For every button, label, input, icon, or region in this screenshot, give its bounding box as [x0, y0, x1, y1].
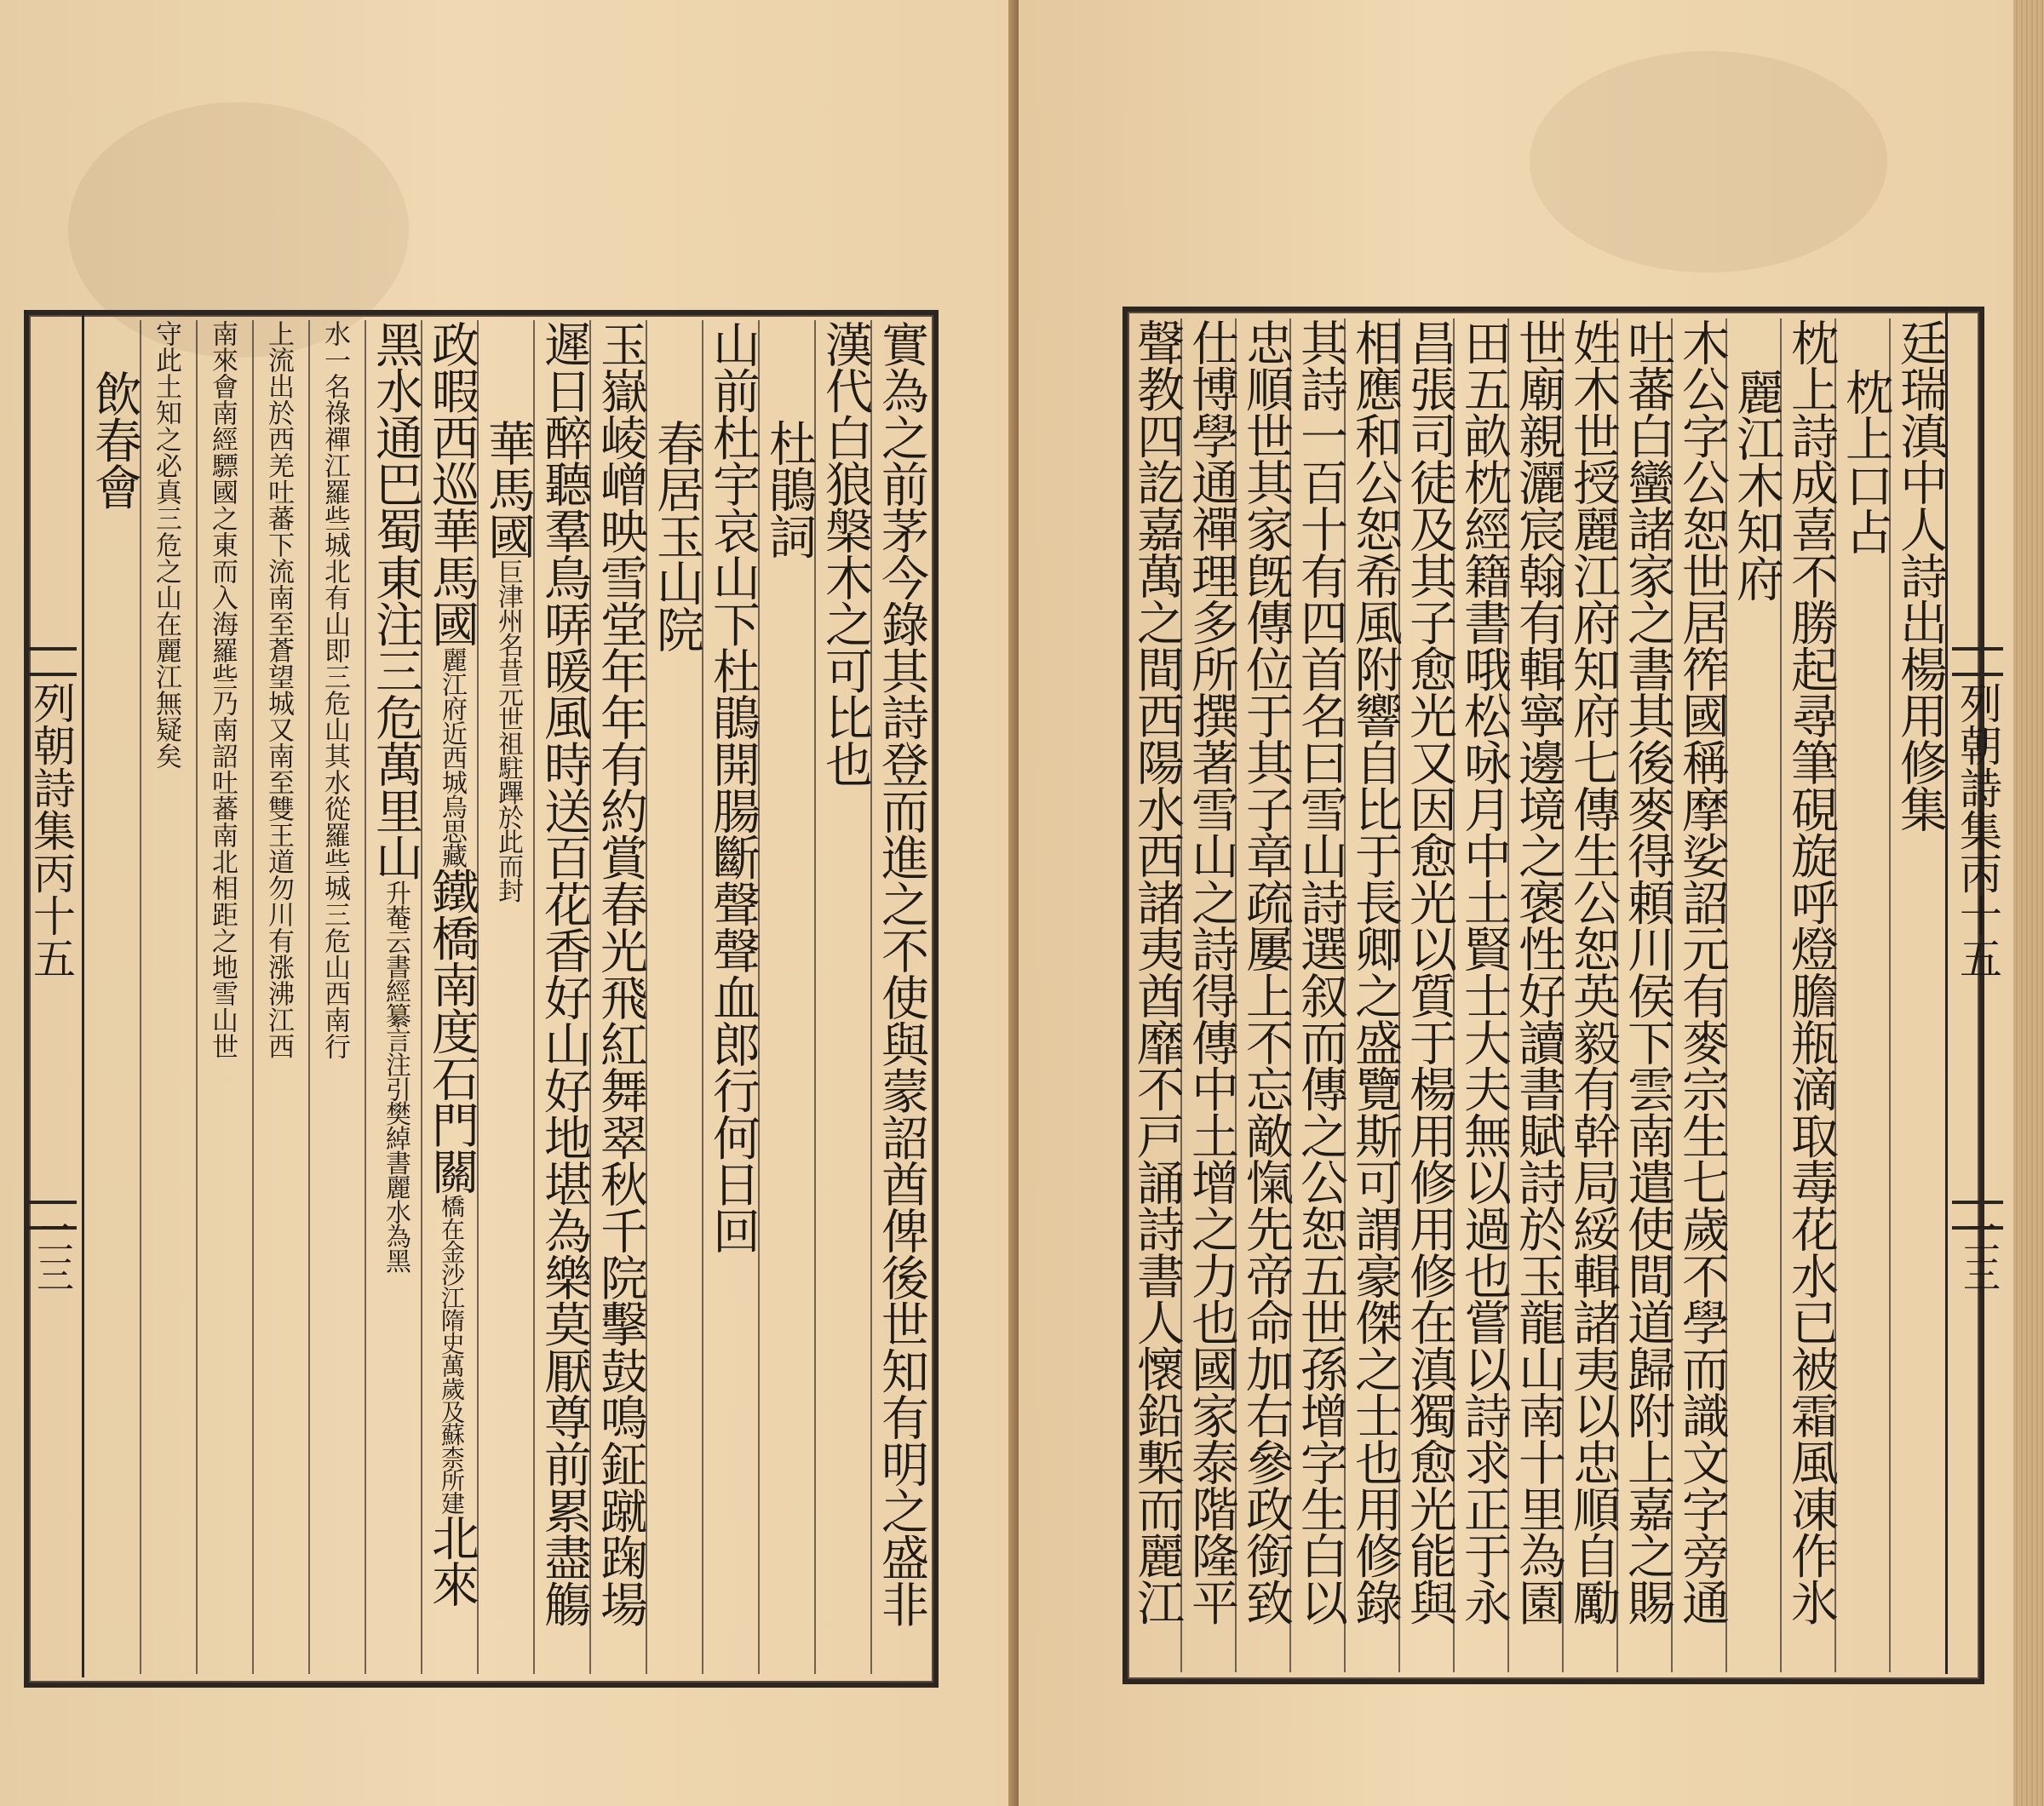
column-text: 仕博學通禪理多所撰著雪山之詩得傳中土增之力也國家泰階隆平 — [1184, 318, 1239, 1625]
column-text: 杜鵑詞 — [761, 419, 817, 559]
column-text: 廷瑞滇中人詩出楊用修集 — [1892, 318, 1948, 832]
column-text: 春居玉山院 — [649, 419, 704, 652]
text-column — [264, 320, 292, 1059]
column-text: 忠順世其家旣傳位于其子章疏屢上不忘敵愾先帝命加右參政銜致 — [1238, 318, 1294, 1625]
interlinear-note: 橋在金沙江隋史萬歲及蘇柰所建 — [438, 1194, 466, 1514]
column-text: 華馬國 — [480, 419, 536, 559]
column-text-continued: 鐵橋南度石門關 — [424, 867, 479, 1195]
column-text: 政暇西巡華馬國 — [424, 320, 479, 647]
text-column — [876, 320, 927, 1626]
column-text: 枕上口占 — [1838, 368, 1893, 555]
column-text: 相應和公恕希風附響自比于長卿之盛覽斯可謂豪傑之士也用修錄 — [1347, 318, 1403, 1625]
column-text: 水一名祿禪江羅些城北有山即三危山其水從羅些城三危山西南行 — [319, 320, 350, 1059]
banxin-rule — [82, 315, 84, 1677]
text-column — [594, 320, 646, 1626]
paper-stain-right — [1530, 51, 1887, 272]
text-column — [1783, 318, 1839, 1625]
text-column — [426, 320, 477, 1607]
folio-left: 二三 — [30, 1218, 73, 1293]
text-column — [1622, 318, 1673, 1625]
text-column — [480, 419, 536, 903]
running-title-right: 列朝詩集丙十五 — [1953, 681, 2002, 979]
column-text: 麗江木知府 — [1729, 368, 1784, 601]
column-text: 遲日醉聽羣鳥哢暖風時送百花香好山好地堪為樂莫厭尊前累盡觴 — [537, 320, 592, 1627]
interlinear-note: 麗江府近西城烏思藏 — [437, 646, 467, 868]
text-column — [1347, 318, 1403, 1625]
column-text: 上流出於西羌吐蕃下流南至蒼望城又南至雙王道勿川有涨沸江西 — [263, 320, 294, 1059]
interlinear-note: 巨津州名昔元世祖駐蹕於此而封 — [493, 559, 523, 903]
text-column — [89, 370, 140, 509]
text-column — [818, 320, 873, 787]
column-text: 枕上詩成喜不勝起尋筆硯旋呼燈膽瓶滴取毒花水已被霜風凍作氷 — [1783, 318, 1839, 1625]
column-text: 守此土知之必真三危之山在麗江無疑矣 — [151, 320, 181, 769]
column-text: 其詩一百十有四首名曰雪山詩選叙而傳之公恕五世孫增字生白以 — [1293, 318, 1348, 1625]
text-column — [1840, 368, 1891, 554]
column-rule — [365, 320, 366, 1674]
column-rule — [252, 320, 254, 1674]
column-text: 飲春會 — [87, 370, 142, 510]
right-page — [1019, 0, 2044, 1806]
column-text: 姓木世授麗江府知府七傳生公恕英毅有幹局綏輯諸夷以忠順自勵 — [1565, 318, 1621, 1625]
left-page — [0, 0, 1019, 1806]
column-text: 吐蕃白蠻諸家之書其後麥得頼川侯下雲南遣使間道歸附上嘉之賜 — [1620, 318, 1675, 1625]
text-column — [1513, 318, 1564, 1625]
text-column — [1404, 318, 1455, 1625]
column-text: 木公字公恕世居筰國稱摩娑詔元有麥宗生七歲不學而識文字旁通 — [1674, 318, 1730, 1625]
fish-tail-mark — [26, 647, 77, 676]
column-text: 山前杜宇哀山下杜鵑開腸斷聲聲血郎行何日回 — [705, 320, 761, 1253]
text-column — [705, 320, 761, 1253]
text-column — [320, 320, 348, 1059]
text-column — [761, 419, 817, 559]
text-column — [1892, 318, 1948, 832]
column-text: 田五畝枕經籍書哦松咏月中土賢士大夫無以過也嘗以詩求正于永 — [1456, 318, 1512, 1625]
folio-right: 二三 — [1956, 1218, 2000, 1293]
column-rule — [196, 320, 198, 1674]
column-text: 世廟親灑宸翰有輯寧邊境之褒性好讀書賦詩於玉龍山南十里為園 — [1511, 318, 1566, 1625]
column-text: 黑水通巴蜀東注三危萬里山 — [368, 320, 423, 880]
text-column — [1238, 318, 1294, 1625]
text-column — [370, 320, 421, 1272]
text-column — [1186, 318, 1237, 1625]
running-title-left: 列朝詩集丙十五 — [26, 681, 76, 979]
text-column — [152, 320, 180, 769]
text-column — [1456, 318, 1512, 1625]
column-text: 玉嶽崚嶒映雪堂年年有約賞春光飛紅舞翠秋千院擊鼓鳴鉦蹴踘場 — [593, 320, 648, 1627]
column-text: 昌張司徒及其子愈光又因愈光以質于楊用修用修在滇獨愈光能與 — [1402, 318, 1457, 1625]
column-text-continued: 北來 — [424, 1513, 479, 1608]
column-text: 實為之前茅今錄其詩登而進之不使與蒙詔酋俾後世知有明之盛非 — [874, 320, 929, 1627]
column-text: 南來會南經驃國之東而入海羅些乃南詔吐蕃南北相距之地雪山世 — [207, 320, 238, 1059]
text-column — [651, 419, 702, 652]
fish-tail-mark-right — [1952, 647, 2003, 676]
text-column — [208, 320, 236, 1059]
text-column — [1674, 318, 1730, 1625]
interlinear-note: 升菴云書經纂言注引樊綽書麗水為黑 — [381, 880, 411, 1273]
text-column — [1129, 318, 1185, 1625]
text-column — [537, 320, 592, 1627]
column-text: 漢代白狼槃木之可比也 — [818, 320, 873, 787]
text-column — [1565, 318, 1621, 1625]
column-rule — [308, 320, 310, 1674]
text-column — [1295, 318, 1346, 1625]
page-edge-stack — [2013, 0, 2044, 1806]
column-rule — [140, 320, 141, 1674]
column-text: 聲教四訖嘉萬之間西陽水西諸夷酋靡不戸誦詩書人懷鉛槧而麗江 — [1129, 318, 1185, 1625]
text-column — [1731, 368, 1782, 601]
